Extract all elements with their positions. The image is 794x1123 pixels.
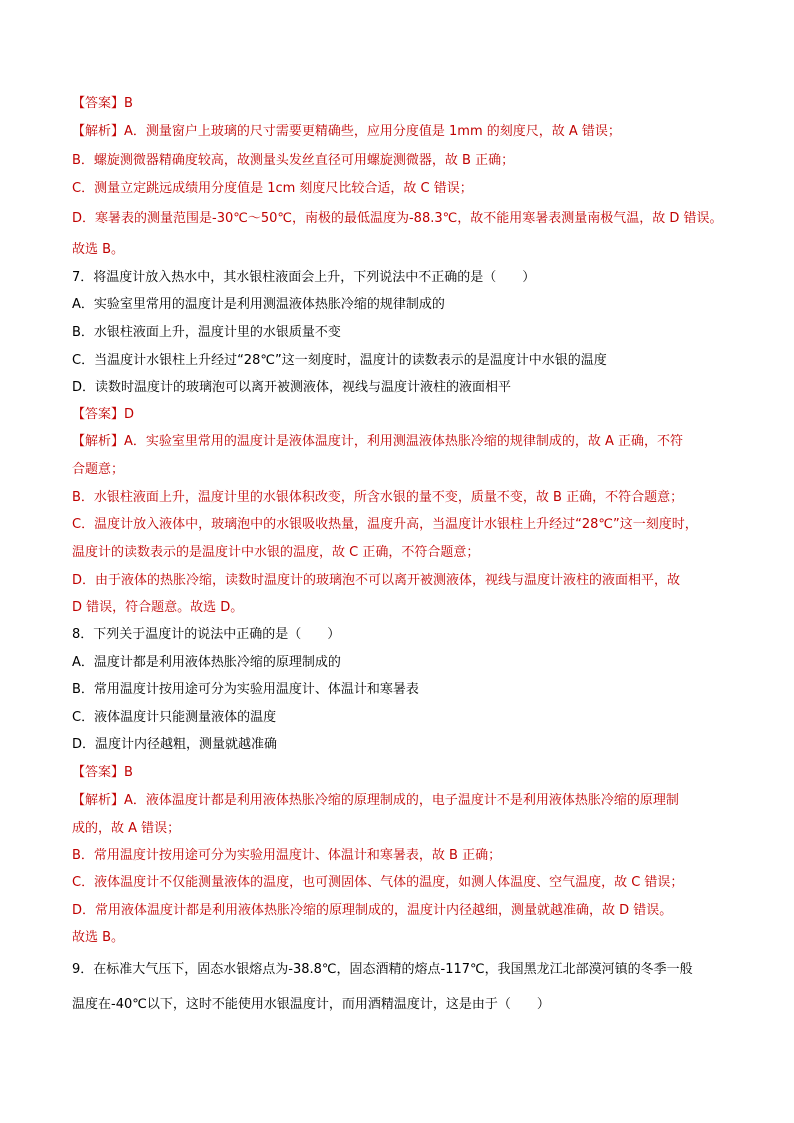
- answer-line: 【解析】A．测量窗户上玻璃的尺寸需要更精确些，应用分度值是 1mm 的刻度尺，故 A 错误；: [72, 124, 621, 139]
- answer-line: D．寒暑表的测量范围是-30℃～50℃，南极的最低温度为-88.3℃，故不能用寒暑表测量南极气温，故 D 错误。: [72, 211, 723, 226]
- answer-line: C．液体温度计不仅能测量液体的温度，也可测固体、气体的温度，如测人体温度、空气温度，故 C 错误；: [72, 875, 684, 890]
- answer-line: 故选 B。: [72, 242, 125, 257]
- answer-line: 【答案】B: [72, 96, 133, 111]
- answer-line: 【答案】D: [72, 407, 135, 422]
- answer-line: B．常用温度计按用途可分为实验用温度计、体温计和寒暑表，故 B 正确；: [72, 848, 502, 863]
- question-line: D．温度计内径越粗，测量就越准确: [72, 737, 278, 752]
- question-line: 9．在标准大气压下，固态水银熔点为-38.8℃，固态酒精的熔点-117℃，我国黑龙江北部漠河镇的冬季一般: [72, 962, 693, 977]
- answer-line: B．水银柱液面上升，温度计里的水银体积改变，所含水银的量不变，质量不变，故 B 正确，不符合题意；: [72, 490, 684, 505]
- answer-line: 【解析】A．液体温度计都是利用液体热胀冷缩的原理制成的，电子温度计不是利用液体热胀冷缩的原理制: [72, 793, 679, 808]
- answer-line: D 错误，符合题意。故选 D。: [72, 600, 244, 615]
- question-line: C．液体温度计只能测量液体的温度: [72, 710, 277, 725]
- answer-line: C．温度计放入液体中，玻璃泡中的水银吸收热量，温度升高，当温度计水银柱上升经过“28℃”这一刻度时，: [72, 517, 698, 532]
- answer-line: B．螺旋测微器精确度较高，故测量头发丝直径可用螺旋测微器，故 B 正确；: [72, 153, 515, 168]
- question-line: 8．下列关于温度计的说法中正确的是（ ）: [72, 627, 341, 642]
- answer-line: 温度计的读数表示的是温度计中水银的温度，故 C 正确，不符合题意；: [72, 545, 480, 560]
- answer-line: D．由于液体的热胀冷缩，读数时温度计的玻璃泡不可以离开被测液体，视线与温度计液柱的液面相平，故: [72, 573, 681, 588]
- answer-line: 【解析】A．实验室里常用的温度计是液体温度计，利用测温液体热胀冷缩的规律制成的，故 A 正确，不符: [72, 434, 684, 449]
- question-line: 7．将温度计放入热水中，其水银柱液面会上升，下列说法中不正确的是（ ）: [72, 270, 536, 285]
- question-line: A．实验室里常用的温度计是利用测温液体热胀冷缩的规律制成的: [72, 297, 445, 312]
- question-line: B．水银柱液面上升，温度计里的水银质量不变: [72, 325, 341, 340]
- question-line: 温度在-40℃以下，这时不能使用水银温度计，而用酒精温度计，这是由于（ ）: [72, 997, 550, 1012]
- question-line: B．常用温度计按用途可分为实验用温度计、体温计和寒暑表: [72, 682, 419, 697]
- answer-line: C．测量立定跳远成绩用分度值是 1cm 刻度尺比较合适，故 C 错误；: [72, 181, 473, 196]
- answer-line: 故选 B。: [72, 930, 125, 945]
- question-line: C．当温度计水银柱上升经过“28℃”这一刻度时，温度计的读数表示的是温度计中水银的温度: [72, 353, 607, 368]
- answer-line: 【答案】B: [72, 765, 133, 780]
- answer-line: 合题意；: [72, 462, 125, 477]
- question-line: D．读数时温度计的玻璃泡可以离开被测液体，视线与温度计液柱的液面相平: [72, 380, 512, 395]
- question-line: A．温度计都是利用液体热胀冷缩的原理制成的: [72, 655, 341, 670]
- answer-line: 成的，故 A 错误；: [72, 821, 181, 836]
- answer-line: D．常用液体温度计都是利用液体热胀冷缩的原理制成的，温度计内径越细，测量就越准确，故 D 错误。: [72, 903, 673, 918]
